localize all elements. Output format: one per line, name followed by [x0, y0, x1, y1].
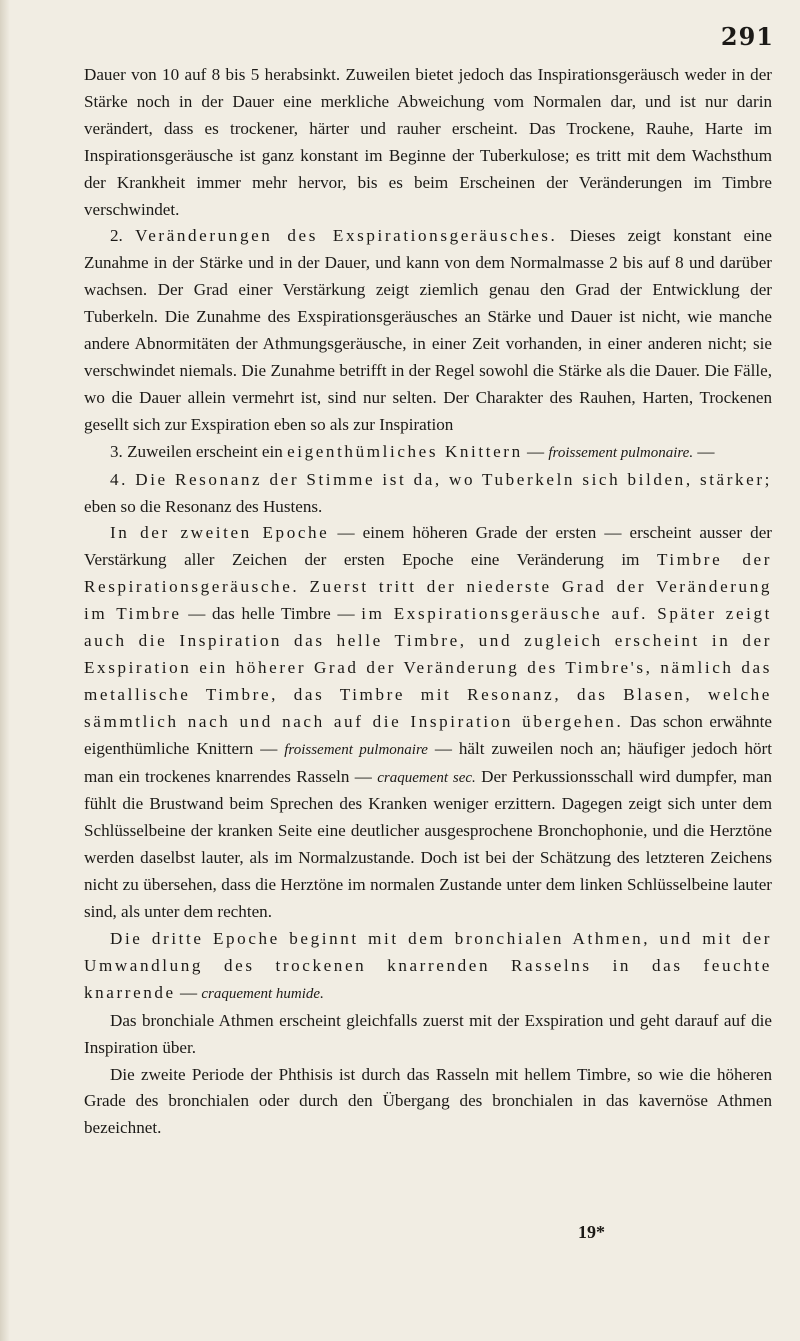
text-run: Das bronchiale Athmen erscheint gleichfalls zuerst mit der Exspiration und geht darauf auf die Inspiration über.	[84, 1010, 772, 1057]
paragraph	[84, 520, 772, 926]
paragraph	[84, 467, 772, 521]
paragraph	[84, 1008, 772, 1062]
text-run: In der zweiten Epoche	[110, 523, 330, 543]
text-run: Dauer von 10 auf 8 bis 5 herabsinkt. Zuweilen bietet jedoch das Inspirationsgeräusch weder in der Stärke noch in der Dauer eine merkliche Abweichung vom Normalen dar, und ist nur darin verändert, dass es trockener, härter und rauher erscheint. Das Trockene, Rauhe, Harte im Inspirationsgeräusche ist ganz konstant im Beginne der Tuberkulose; es tritt mit dem Wachsthum der Krankheit immer mehr hervor, bis es beim Erscheinen der Veränderungen im Timbre verschwindet.	[84, 65, 772, 219]
text-run: eben so die Resonanz des Hustens.	[84, 496, 323, 516]
paragraph	[84, 223, 772, 438]
paragraph	[84, 62, 772, 223]
text-run: Das schon erwähnte eigenthümliche Knittern —	[84, 711, 772, 758]
body-text	[84, 62, 772, 1142]
text-run: 4. Die Resonanz der Stimme ist da, wo Tuberkeln sich bilden, stärker;	[110, 469, 772, 489]
text-run: 3. Zuweilen erscheint ein	[110, 441, 288, 461]
text-run: im Exspirationsgeräusche auf. Später zeigt auch die Inspiration das helle Timbre, und zugleich erscheint in der Exspiration ein höherer Grad der Veränderung des Timbre's, nämlich das metallische Timbre, das Timbre mit Resonanz, das Blasen, welche sämmtlich nach und nach auf die Inspiration übergehen.	[84, 604, 772, 731]
paragraph	[84, 926, 772, 1008]
text-run: craquement sec.	[377, 769, 476, 786]
text-run: Die dritte Epoche beginnt mit dem bronchialen Athmen, und mit der Umwandlung des trockenen knarrenden Rasselns in das feuchte knarrende	[84, 929, 772, 1002]
text-run: 2.	[110, 226, 136, 246]
page-number: 291	[720, 22, 774, 51]
text-run: craquement humide.	[201, 985, 324, 1002]
text-run: froissement pulmonaire.	[548, 444, 694, 461]
text-run: Die zweite Periode der Phthisis ist durch das Rasseln mit hellem Timbre, so wie die höheren Grade des bronchialen oder durch den Übergang des bronchialen in das kavernöse Athmen bezeichnet.	[84, 1064, 772, 1138]
text-run: Veränderungen des Exspirationsgeräusches.	[135, 226, 558, 246]
text-run: eigenthümliches Knittern	[287, 441, 523, 461]
text-run: froissement pulmonaire	[284, 741, 428, 758]
text-run: Timbre der Respirationsgeräusche. Zuerst tritt der niederste Grad der Veränderung im Timbre	[84, 550, 773, 624]
text-run: — einem höheren Grade der ersten — erscheint ausser der Verstärkung aller Zeichen der ersten Epoche eine Veränderung im	[84, 523, 772, 570]
text-run: Dieses zeigt konstant eine Zunahme in der Stärke und in der Dauer, und kann von dem Normalmasse 2 bis auf 8 und darüber wachsen. Der Grad einer Verstärkung zeigt ziemlich genau den Grad der Entwicklung der Tuberkeln. Die Zunahme des Exspirationsgeräusches an Stärke und Dauer ist nicht, wie manche andere Abnormitäten der Athmungsgeräusche, in einer Zeit vorhanden, in einer anderen nicht; sie verschwindet niemals. Die Zunahme betrifft in der Regel sowohl die Stärke als die Dauer. Die Fälle, wo die Dauer allein vermehrt ist, sind nur selten. Der Charakter des Rauhen, Harten, Trockenen gesellt sich zur Exspiration eben so als zur Inspiration	[84, 226, 773, 434]
page-edge	[0, 0, 10, 1341]
text-run: Der Perkussionsschall wird dumpfer, man fühlt die Brustwand beim Sprechen des Kranken weniger erzittern. Dagegen zeigt sich unter dem Schlüsselbeine der kranken Seite eine deutlicher ausgesprochene Bronchophonie, und die Herztöne werden daselbst lauter, als im Normalzustande. Doch ist bei der Schätzung des letzteren Zeichens nicht zu übersehen, dass die Herztöne im normalen Zustande unter dem linken Schlüsselbeine lauter sind, als unter dem rechten.	[84, 766, 772, 922]
text-run: — hält zuweilen noch an; häufiger jedoch hört man ein trockenes knarrendes Rasseln —	[84, 738, 772, 786]
signature-mark: 19*	[578, 1222, 605, 1242]
text-run: — das helle Timbre —	[181, 604, 362, 624]
text-run: —	[175, 982, 202, 1002]
paragraph	[84, 439, 772, 467]
text-run: —	[522, 441, 549, 461]
text-run: —	[693, 441, 715, 461]
paragraph	[84, 1062, 772, 1143]
